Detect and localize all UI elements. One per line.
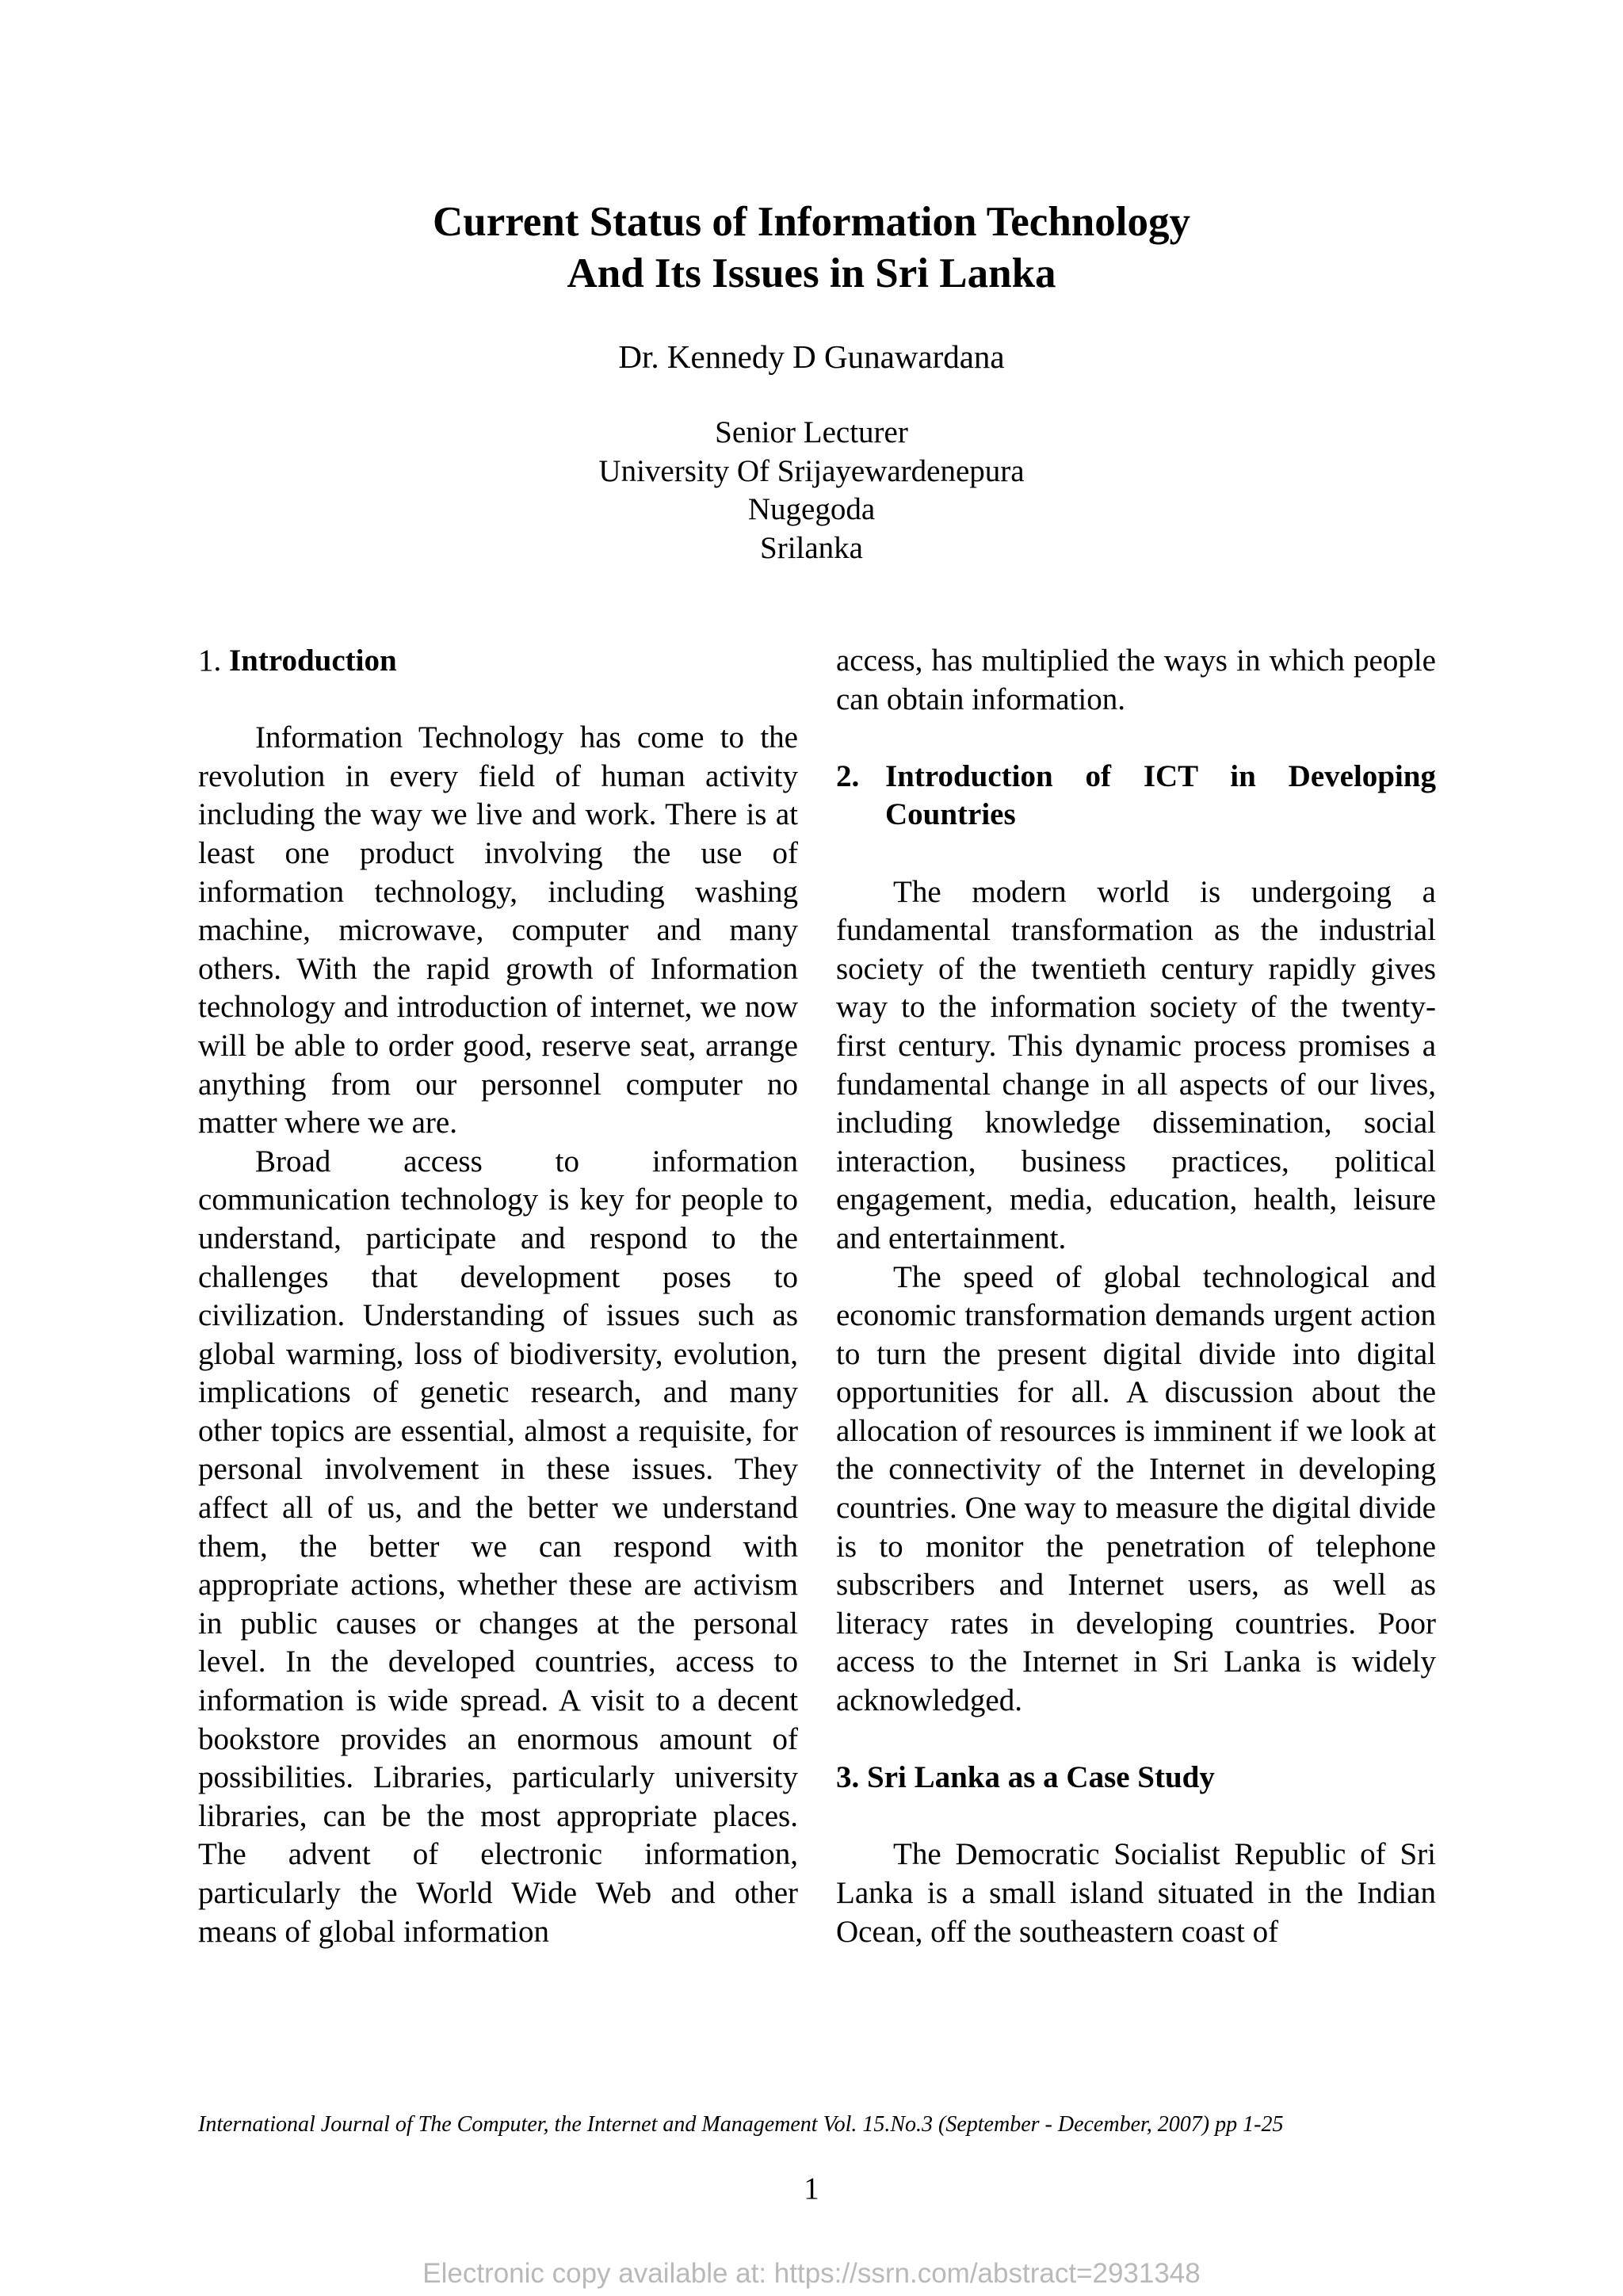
section-3-heading	[836, 1759, 1436, 1797]
affiliation-city: Nugegoda	[747, 492, 876, 526]
title-line-2: And Its Issues in Sri Lanka	[567, 250, 1056, 296]
left-column	[198, 642, 798, 1951]
paper-title	[0, 197, 1623, 300]
spacer	[836, 1797, 1436, 1836]
author-name: Dr. Kennedy D Gunawardana	[618, 338, 1005, 375]
section-2-paragraph-1: The modern world is undergoing a fundamental transformation as the industrial society of the twentieth century rapidly gives way to the information society of the twenty-first century. This dynamic process promises a fundamental change in all aspects of our lives, including knowledge dissemination, social interaction, business practices, political engagement, media, education, health, leisure and entertainment.	[836, 874, 1436, 1255]
journal-citation: International Journal of The Computer, the Internet and Management Vol. 15.No.3 (September - December, 2007) pp 1-25	[198, 2112, 1284, 2137]
page-number: 1	[804, 2172, 819, 2206]
spacer	[836, 719, 1436, 758]
affiliation-position: Senior Lecturer	[715, 415, 908, 449]
affiliation-country: Srilanka	[760, 530, 863, 565]
section-3-paragraph-1: The Democratic Socialist Republic of Sri Lanka is a small island situated in the Indian Ocean, off the southeastern coast of	[836, 1837, 1436, 1949]
title-line-1: Current Status of Information Technology	[432, 199, 1191, 245]
section-1-title: Introduction	[229, 644, 397, 678]
right-column	[836, 642, 1436, 1951]
ssrn-watermark: Electronic copy available at: https://ssrn.com/abstract=2931348	[422, 2258, 1201, 2289]
section-1-number: 1.	[198, 644, 222, 678]
section-1-heading	[198, 642, 798, 681]
intro-paragraph-2: Broad access to information communication technology is key for people to understand, participate and respond to the challenges that development poses to civilization. Understanding of issues such as global warming, loss of biodiversity, evolution, implications of genetic research, and many other topics are essential, almost a requisite, for personal involvement in these issues. They affect all of us, and the better we understand them, the better we can respond with appropriate actions, whether these are activism in public causes or changes at the personal level. In the developed countries, access to information is wide spread. A visit to a decent bookstore provides an enormous amount of possibilities. Libraries, particularly university libraries, can be the most appropriate places. The advent of electronic information, particularly the World Wide Web and other means of global information	[198, 1144, 798, 1949]
section-2-title: Introduction of ICT in Developing Countries	[885, 758, 1436, 832]
intro-paragraph-2-continuation: access, has multiplied the ways in which people can obtain information.	[836, 644, 1436, 716]
spacer	[836, 835, 1436, 873]
spacer	[198, 681, 798, 720]
intro-paragraph-1: Information Technology has come to the revolution in every field of human activity including the way we live and work. There is at least one product involving the use of information technology, including washing machine, microwave, computer and many others. With the rapid growth of Information technology and introduction of internet, we now will be able to order good, reserve seat, arrange anything from our personnel computer no matter where we are.	[198, 720, 798, 1140]
section-2-heading	[836, 758, 1436, 835]
section-2-paragraph-2: The speed of global technological and economic transformation demands urgent action to turn the present digital divide into digital opportunities for all. A discussion about the allocation of resources is imminent if we look at the connectivity of the Internet in developing countries. One way to measure the digital divide is to monitor the penetration of telephone subscribers and Internet users, as well as literacy rates in developing countries. Poor access to the Internet in Sri Lanka is widely acknowledged.	[836, 1259, 1436, 1718]
section-2-number: 2.	[836, 758, 860, 793]
affiliation-university: University Of Srijayewardenepura	[598, 453, 1025, 488]
section-3-title: 3. Sri Lanka as a Case Study	[836, 1760, 1215, 1795]
author-affiliation	[0, 414, 1623, 567]
spacer	[836, 1721, 1436, 1759]
